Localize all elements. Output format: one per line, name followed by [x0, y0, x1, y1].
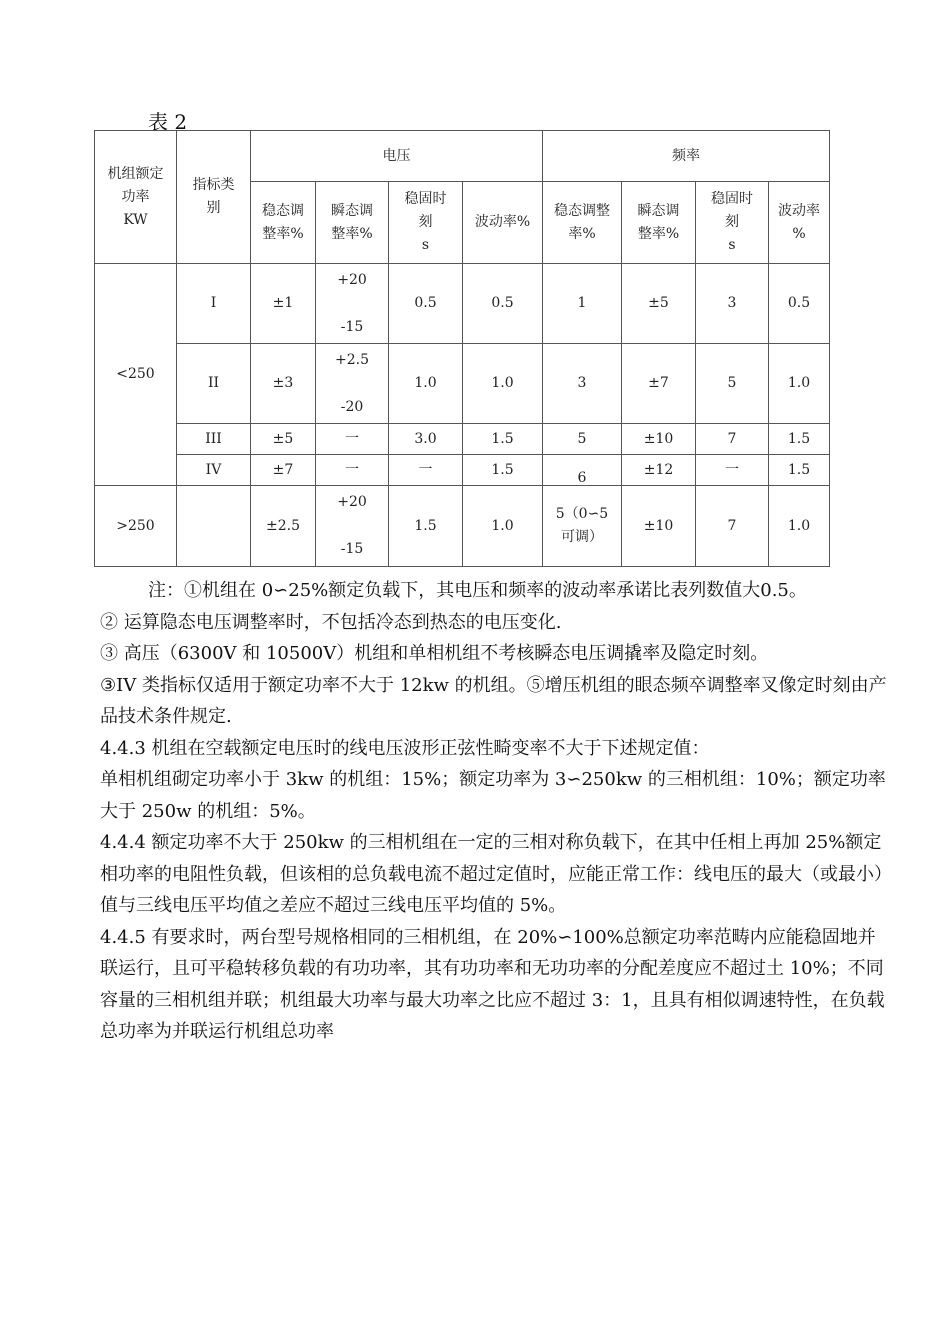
header-v-transient: 瞬态调 整率% [316, 182, 389, 264]
table-row: III ±5 一 3.0 1.5 5 ±10 7 1.5 [95, 424, 830, 455]
power-below-250: <250 [95, 264, 177, 486]
header-v-fluctuation: 波动率% [463, 182, 543, 264]
note-1: 注：①机组在 0∽25%额定负载下，其电压和频率的波动率承诺比表列数值大0.5。 [148, 580, 807, 601]
header-v-steady: 稳态调 整率% [251, 182, 316, 264]
header-v-settle-time: 稳固时 刻 s [389, 182, 463, 264]
header-f-transient: 瞬态调 整率% [622, 182, 696, 264]
note-3: ③ 高压（6300V 和 10500V）机组和单相机组不考核瞬态电压调撬率及隐定时刻。 [100, 643, 769, 664]
header-f-steady: 稳态调整 率% [543, 182, 622, 264]
spec-table [94, 130, 830, 567]
note-2: ② 运算隐态电压调整率时，不包括冷态到热态的电压变化. [100, 611, 562, 633]
note-4: ③IV 类指标仅适用于额定功率不大于 12kw 的机组。⑤增压机组的眼态频卒调整率叉像定时刻由产品技术条件规定. [100, 674, 887, 727]
header-frequency: 频率 [543, 131, 830, 182]
clause-4-4-5: 4.4.5 有要求时，两台型号规格相同的三相机组，在 20%∽100%总额定功率范畴内应能稳固地并联运行，且可平稳转移负载的有功功率，其有功功率和无功功率的分配差度应不超过土 10%；不同容量的三相机组并联；机组最大功率与最大功率之比应不超过 3：1，且具有相似调速特性，在负载总功率为并联运行机组总功率 [100, 926, 885, 1042]
notes-section [100, 575, 890, 1048]
header-category: 指标类 别 [177, 131, 251, 264]
table-row: II ±3 +2.5 -20 1.0 1.0 3 ±7 5 1.0 [95, 344, 830, 424]
header-rated-power: 机组额定 功率 KW [95, 131, 177, 264]
power-above-250: >250 [95, 486, 177, 567]
table-caption: 表 2 [148, 110, 188, 134]
header-f-settle-time: 稳固时 刻 s [696, 182, 769, 264]
header-f-fluctuation: 波动率 % [769, 182, 830, 264]
clause-4-4-3: 4.4.3 机组在空载额定电压时的线电压波形正弦性畸变率不大于下述规定值： [100, 737, 710, 759]
table-row: <250 I ±1 +20 -15 0.5 0.5 1 ±5 3 0.5 [95, 264, 830, 344]
table-row: >250 ±2.5 +20 -15 1.5 1.0 5（0∽5 可调） ±10 7 1.0 [95, 486, 830, 567]
clause-4-4-3-values: 单相机组砌定功率小于 3kw 的机组：15%；额定功率为 3∽250kw 的三相机组：10%；额定功率大于 250w 的机组：5%。 [100, 769, 886, 822]
clause-4-4-4: 4.4.4 额定功率不大于 250kw 的三相机组在一定的三相对称负载下，在其中任相上再加 25%额定相功率的电阻性负载，但该相的总负载电流不超过定值时，应能正常工作：线电压的最大（或最小）值与三线电压平均值之差应不超过三线电压平均值的 5%。 [100, 832, 883, 916]
header-voltage: 电压 [251, 131, 543, 182]
table-row: IV ±7 一 一 1.5 6 ±12 一 1.5 [95, 455, 830, 486]
